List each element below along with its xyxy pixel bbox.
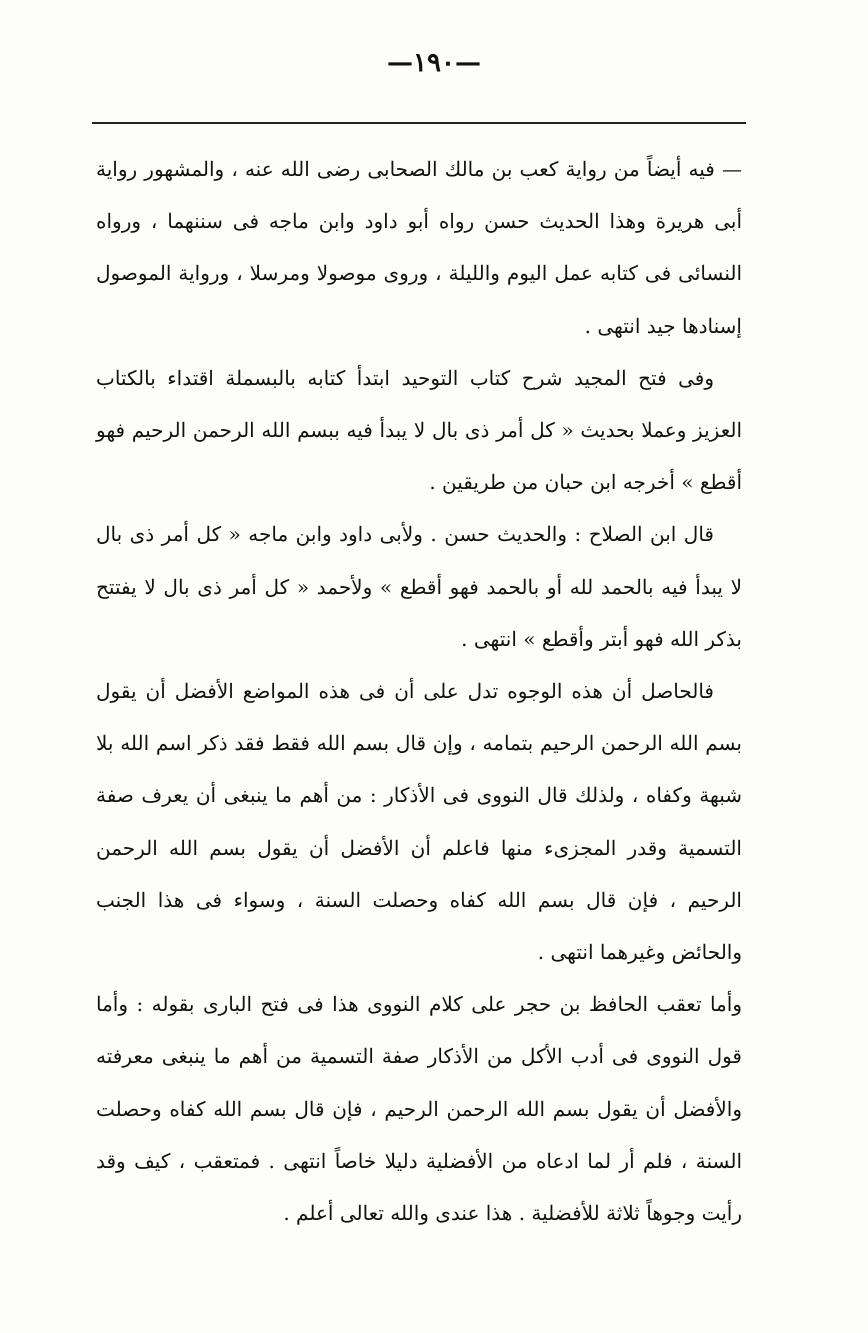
body-text bbox=[96, 143, 742, 1239]
paragraph: وفى فتح المجيد شرح كتاب التوحيد ابتدأ كتابه بالبسملة اقتداء بالكتاب العزيز وعملا بحديث « كل أمر ذى بال لا يبدأ فيه ببسم الله الرحمن الرحيم فهو أقطع » أخرجه ابن حبان من طريقين . bbox=[96, 365, 742, 495]
header-rule bbox=[92, 122, 746, 124]
page-number: —١٩٠— bbox=[387, 48, 481, 78]
paragraph: قال ابن الصلاح : والحديث حسن . ولأبى داود وابن ماجه « كل أمر ذى بال لا يبدأ فيه بالحمد لله أو بالحمد فهو أقطع » ولأحمد « كل أمر ذى بال لا يفتتح بذكر الله فهو أبتر وأقطع » انتهى . bbox=[96, 522, 742, 651]
paragraph: وأما تعقب الحافظ بن حجر على كلام النووى هذا فى فتح البارى بقوله : وأما قول النووى فى أدب الأكل من الأذكار صفة التسمية من أهم ما ينبغى معرفته والأفضل أن يقول بسم الله الرحمن الرحيم ، فإن قال بسم الله كفاه وحصلت السنة ، فلم أر لما ادعاه من الأفضلية دليلا خاصاً انتهى . فمتعقب ، كيف وقد رأيت وجوهاً ثلاثة للأفضلية . هذا عندى والله تعالى أعلم . bbox=[96, 992, 742, 1226]
paragraph: — فيه أيضاً من رواية كعب بن مالك الصحابى رضى الله عنه ، والمشهور رواية أبى هريرة وهذا الحديث حسن رواه أبو داود وابن ماجه فى سننهما ، ورواه النسائى فى كتابه عمل اليوم والليلة ، وروى موصولا ومرسلا ، ورواية الموصول إسنادها جيد انتهى . bbox=[96, 157, 742, 338]
paragraph: فالحاصل أن هذه الوجوه تدل على أن فى هذه المواضع الأفضل أن يقول بسم الله الرحمن الرحيم بتمامه ، وإن قال بسم الله فقط فقد ذكر اسم الله بلا شبهة وكفاه ، ولذلك قال النووى فى الأذكار : من أهم ما ينبغى أن يعرف صفة التسمية وقدر المجزىء منها فاعلم أن الأفضل أن يقول بسم الله الرحمن الرحيم ، فإن قال بسم الله كفاه وحصلت السنة ، وسواء فى هذا الجنب والحائض وغيرهما انتهى . bbox=[96, 679, 742, 965]
